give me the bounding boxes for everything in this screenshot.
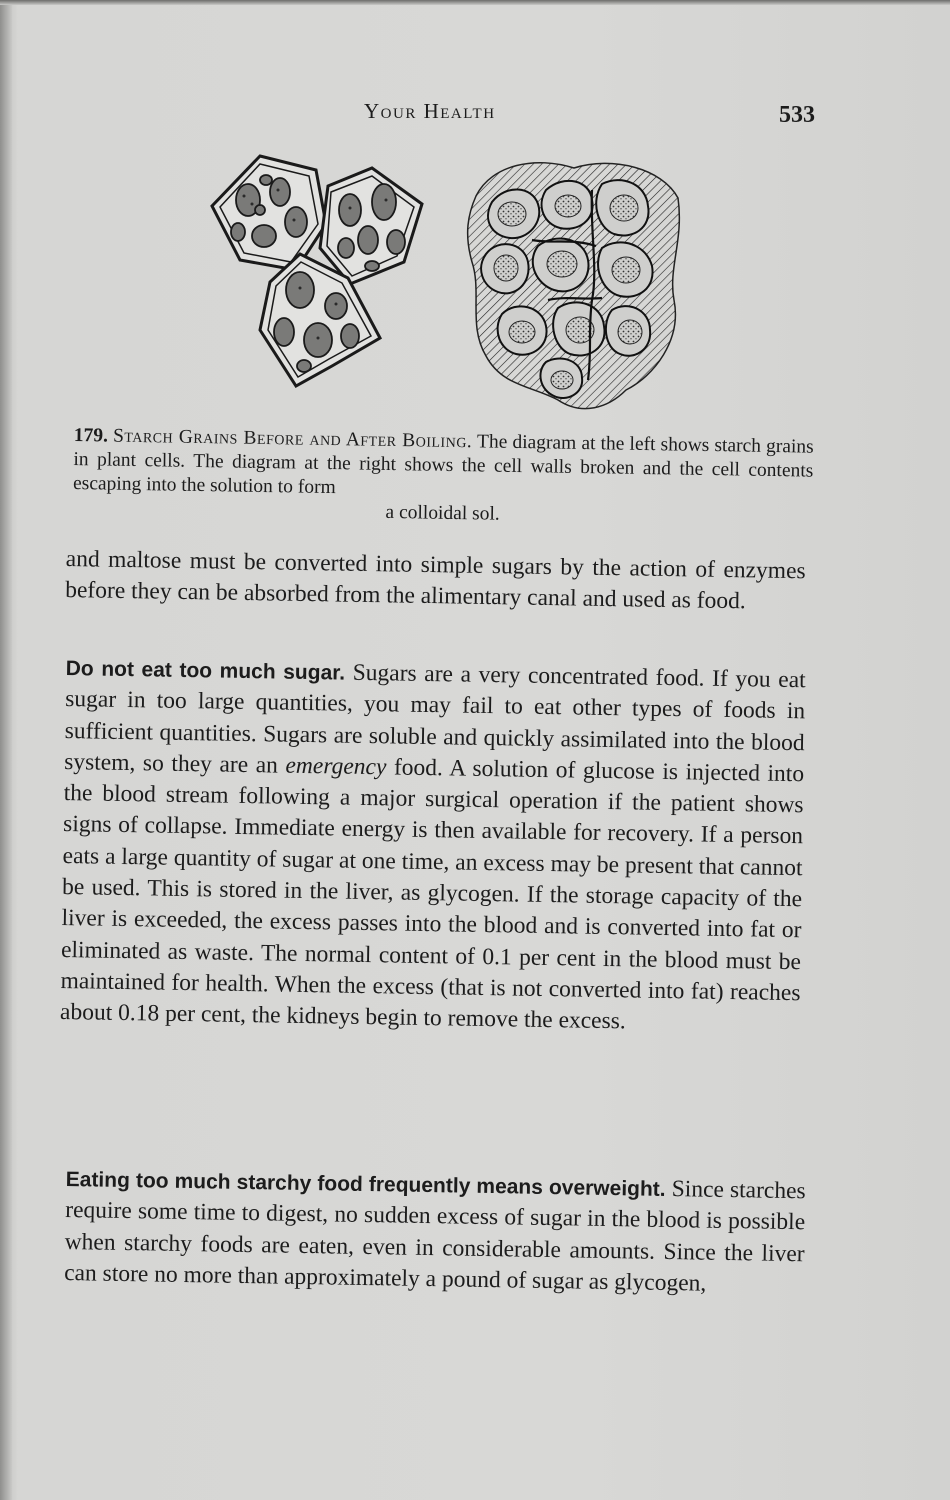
page-number: 533 xyxy=(779,102,815,128)
paragraph-text: Since starches require some time to digest, no sudden excess of sugar in the blood is possible when starchy foods are eaten, even in considerable amounts. Since the liver can store no more than approximately a pound of sugar as glycogen, xyxy=(63,1176,806,1297)
caption-title: Starch Grains Before and After Boiling. xyxy=(112,425,473,453)
caption-last-line: a colloidal sol. xyxy=(385,501,500,525)
paragraph-text: food. A solution of glucose is injected into the blood stream following a major surgical operation if the patient shows signs of collapse. Immediate energy is then available for recovery. If a person eats a large quantity of sugar at one time, an excess may be present that cannot be used. This is stored in the liver, as glycogen. If the storage capacity of the liver is exceeded, the excess passes into the blood and is converted into fat or eliminated as waste. The normal content of 0.1 per cent in the blood must be maintained for health. When the excess (that is not converted into fat) reaches about 0.18 per cent, the kidneys begin to remove the excess. xyxy=(59,754,805,1035)
broken-cell-walls-colloidal-sol-illustration xyxy=(462,150,687,420)
binding-shadow xyxy=(0,0,12,1500)
paragraph-heading: Eating too much starchy food frequently means overweight. xyxy=(65,1167,666,1201)
paragraph-sugar xyxy=(60,653,806,1041)
figure-caption xyxy=(72,424,813,532)
page-header xyxy=(0,96,950,136)
paragraph-text: Sugars are a very concentrated food. If you eat sugar in too large quantities, you may fail to eat other types of foods in sufficient quantities. Sugars are soluble and quickly assimilated into the blood system, so they are an xyxy=(63,659,806,779)
paragraph-starchy-food xyxy=(64,1164,806,1301)
figure-179 xyxy=(200,150,690,420)
paragraph-continuation xyxy=(65,544,806,619)
page-top-edge xyxy=(0,0,950,5)
starch-grains-in-plant-cells-illustration xyxy=(200,150,440,390)
caption-text: The diagram at the left shows starch grains in plant cells. The diagram at the right shows the cell walls broken and the cell contents escaping into the solution to form xyxy=(72,431,814,499)
paragraph-heading: Do not eat too much sugar. xyxy=(65,656,346,685)
emphasized-word: emergency xyxy=(285,752,387,781)
caption-number: 179. xyxy=(73,424,109,447)
paragraph-text: and maltose must be converted into simple sugars by the action of enzymes before they can be absorbed from the alimentary canal and used as food. xyxy=(65,545,806,615)
running-head: Your Health xyxy=(364,99,496,123)
